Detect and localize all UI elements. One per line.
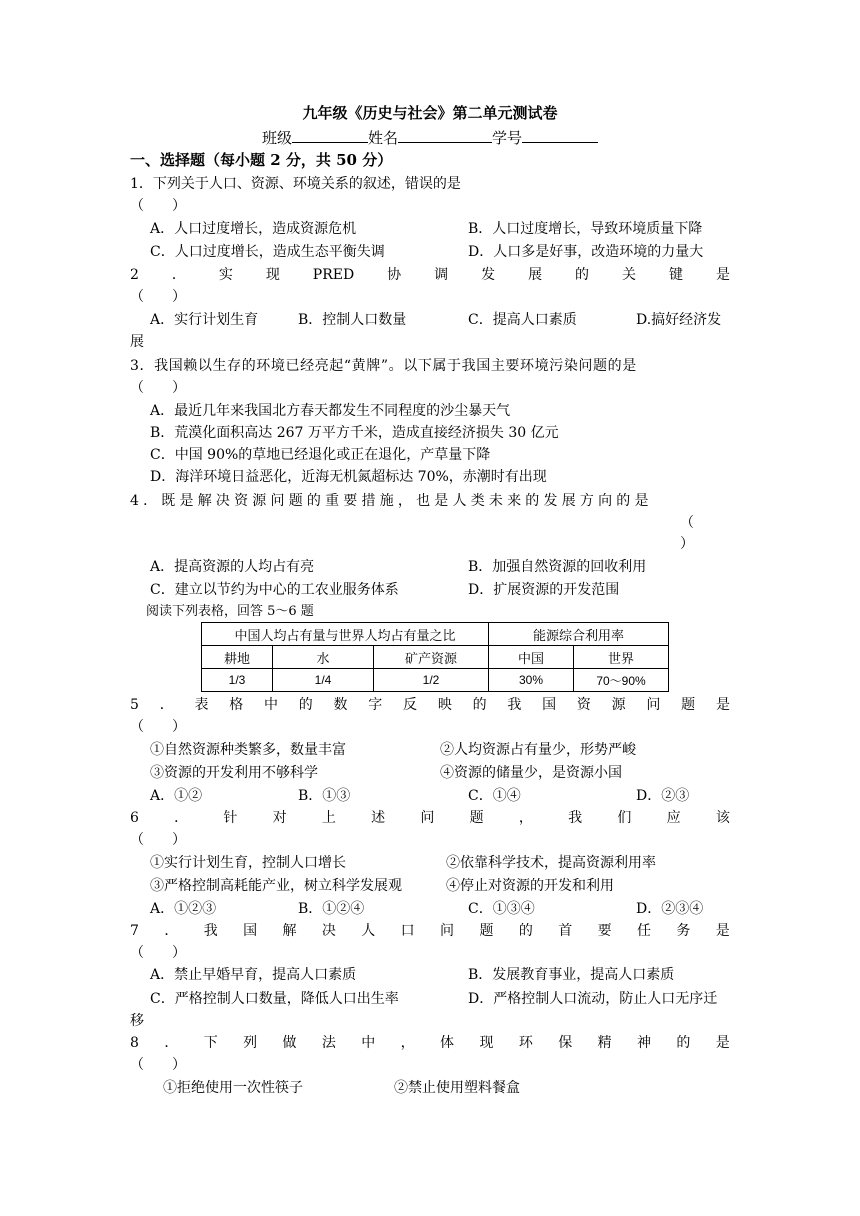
- question-6-option-a: A．①②③: [150, 901, 217, 917]
- stem-char: 源: [611, 697, 626, 713]
- stem-char: ，: [400, 1035, 415, 1051]
- question-1-option-c: C．人口过度增长，造成生态平衡失调: [150, 244, 385, 260]
- question-5-statement-3: ③资源的开发利用不够科学: [150, 765, 318, 781]
- stem-char: ．: [164, 923, 179, 939]
- resource-table: [201, 622, 669, 692]
- stem-char: 解: [282, 923, 297, 939]
- question-7-option-d-cont: 移: [130, 1013, 144, 1029]
- stem-char: 调: [434, 267, 449, 283]
- stem-char: 格: [229, 697, 244, 713]
- stem-char: ．: [174, 810, 189, 826]
- table-col-header: 水: [273, 646, 374, 669]
- stem-char: 列: [243, 1035, 258, 1051]
- stem-char: 资: [576, 697, 591, 713]
- question-2-option-d-cont: 展: [130, 334, 144, 350]
- stem-char: ．: [171, 267, 186, 283]
- question-3-stem: 3．我国赖以生存的环境已经亮起“黄牌”。以下属于我国主要环境污染问题的是: [130, 358, 637, 374]
- stem-char: 我: [568, 810, 583, 826]
- table-cell: 1/4: [273, 669, 374, 692]
- question-2-option-b: B．控制人口数量: [298, 312, 407, 328]
- question-2-option-a: A．实行计划生育: [150, 312, 259, 328]
- stem-char: 是: [715, 697, 730, 713]
- stem-char: 人: [361, 923, 376, 939]
- stem-char: 题: [479, 923, 494, 939]
- stem-char: 2: [130, 267, 139, 283]
- stem-char: 我: [203, 923, 218, 939]
- stem-char: 保: [558, 1035, 573, 1051]
- question-1-option-b: B．人口过度增长，导致环境质量下降: [468, 221, 703, 237]
- stem-char: 下: [203, 1035, 218, 1051]
- stem-char: 问: [420, 810, 435, 826]
- question-3-option-b: B．荒漠化面积高达 267 万平方千米，造成直接经济损失 30 亿元: [150, 425, 559, 441]
- stem-char: 关: [622, 267, 637, 283]
- question-5-option-c: C．①④: [468, 788, 521, 804]
- question-5-option-a: A．①②: [150, 788, 203, 804]
- stem-char: 反: [403, 697, 418, 713]
- stem-char: 发: [481, 267, 496, 283]
- stem-char: 我: [507, 697, 522, 713]
- question-6-statement-1: ①实行计划生育，控制人口增长: [150, 855, 346, 871]
- stem-char: 是: [715, 267, 730, 283]
- stem-char: 上: [321, 810, 336, 826]
- stem-char: 映: [437, 697, 452, 713]
- id-blank: [522, 128, 598, 143]
- stem-char: 体: [440, 1035, 455, 1051]
- name-label: 姓名: [367, 129, 398, 147]
- question-2-option-c: C．提高人口素质: [468, 312, 577, 328]
- question-3-option-c: C．中国 90%的草地已经退化或正在退化，产草量下降: [150, 447, 491, 463]
- question-5-stem: [130, 696, 730, 714]
- question-5-option-d: D．②③: [636, 788, 690, 804]
- stem-char: 题: [681, 697, 696, 713]
- question-5-statement-1: ①自然资源种类繁多，数量丰富: [150, 742, 346, 758]
- class-blank: [292, 128, 368, 143]
- stem-char: 表: [194, 697, 209, 713]
- table-cell: 1/3: [202, 669, 273, 692]
- stem-char: ，: [518, 810, 533, 826]
- question-4-option-a: A．提高资源的人均占有亮: [150, 559, 315, 575]
- question-4-option-c: C．建立以节约为中心的工农业服务体系: [150, 582, 399, 598]
- question-5-paren: （ ）: [130, 719, 186, 735]
- stem-char: 协: [387, 267, 402, 283]
- stem-char: 针: [223, 810, 238, 826]
- stem-char: 展: [528, 267, 543, 283]
- stem-char: 字: [368, 697, 383, 713]
- stem-char: 述: [371, 810, 386, 826]
- question-3-paren: （ ）: [130, 380, 186, 396]
- table-group-header: 中国人均占有量与世界人均占有量之比: [202, 623, 489, 646]
- stem-char: PRED: [312, 267, 355, 283]
- stem-char: 国: [542, 697, 557, 713]
- question-6-option-d: D．②③④: [636, 901, 704, 917]
- question-7-option-a: A．禁止早婚早育，提高人口素质: [150, 967, 357, 983]
- question-5-option-b: B．①③: [298, 788, 351, 804]
- stem-char: 首: [558, 923, 573, 939]
- stem-char: 实: [218, 267, 233, 283]
- question-4-option-b: B．加强自然资源的回收利用: [468, 559, 647, 575]
- table-intro: 阅读下列表格，回答 5～6 题: [146, 604, 314, 619]
- stem-char: 做: [282, 1035, 297, 1051]
- stem-char: 神: [637, 1035, 651, 1051]
- stem-char: 现: [479, 1035, 494, 1051]
- page-title: 九年级《历史与社会》第二单元测试卷: [302, 104, 558, 122]
- stem-char: 是: [715, 1035, 730, 1051]
- question-8-statement-1: ①拒绝使用一次性筷子: [163, 1080, 303, 1096]
- question-5-statement-4: ④资源的储量少，是资源小国: [440, 765, 622, 781]
- student-info-line: [0, 128, 860, 147]
- stem-char: 法: [321, 1035, 336, 1051]
- stem-char: 的: [298, 697, 313, 713]
- question-2-paren: （ ）: [130, 289, 186, 305]
- question-3-option-a: A．最近几年来我国北方春天都发生不同程度的沙尘暴天气: [150, 403, 511, 419]
- stem-char: 中: [263, 697, 278, 713]
- question-4-paren-open: （: [680, 515, 694, 531]
- id-label: 学号: [492, 129, 523, 147]
- stem-char: ．: [159, 697, 174, 713]
- table-col-header: 中国: [489, 646, 574, 669]
- table-cell: 70～90%: [574, 669, 669, 692]
- stem-char: 问: [646, 697, 661, 713]
- stem-char: 环: [518, 1035, 533, 1051]
- question-6-statement-4: ④停止对资源的开发和利用: [446, 878, 614, 894]
- stem-char: 应: [666, 810, 681, 826]
- stem-char: 们: [617, 810, 632, 826]
- question-7-option-b: B．发展教育事业，提高人口素质: [468, 967, 675, 983]
- question-4-option-d: D．扩展资源的开发范围: [468, 582, 620, 598]
- stem-char: 的: [676, 1035, 691, 1051]
- question-1-option-a: A．人口过度增长，造成资源危机: [150, 221, 357, 237]
- question-6-statement-3: ③严格控制高耗能产业，树立科学发展观: [150, 878, 402, 894]
- stem-char: 的: [472, 697, 487, 713]
- question-1-option-d: D．人口多是好事，改造环境的力量大: [468, 244, 704, 260]
- question-3-option-d: D．海洋环境日益恶化，近海无机氮超标达 70%，赤潮时有出现: [150, 469, 547, 485]
- question-8-paren: （ ）: [130, 1057, 186, 1073]
- stem-char: 6: [130, 810, 139, 826]
- question-6-stem: [130, 809, 730, 827]
- class-label: 班级: [261, 129, 292, 147]
- table-col-header: 耕地: [202, 646, 273, 669]
- stem-char: 键: [668, 267, 683, 283]
- stem-char: 问: [440, 923, 455, 939]
- question-7-option-d: D．严格控制人口流动，防止人口无序迁: [468, 991, 718, 1007]
- question-6-option-b: B．①②④: [298, 901, 365, 917]
- question-8-statement-2: ②禁止使用塑料餐盒: [394, 1080, 520, 1096]
- stem-char: 对: [272, 810, 287, 826]
- stem-char: 7: [130, 923, 139, 939]
- question-2-option-d: D.搞好经济发: [636, 312, 722, 328]
- stem-char: 口: [400, 923, 415, 939]
- table-col-header: 矿产资源: [374, 646, 489, 669]
- table-cell: 30%: [489, 669, 574, 692]
- stem-char: 中: [361, 1035, 376, 1051]
- stem-char: 务: [676, 923, 691, 939]
- table-group-header: 能源综合利用率: [489, 623, 669, 646]
- name-blank: [398, 128, 492, 143]
- question-8-stem: [130, 1034, 730, 1052]
- stem-char: 现: [265, 267, 280, 283]
- question-6-option-c: C．①③④: [468, 901, 535, 917]
- stem-char: 是: [715, 923, 730, 939]
- stem-char: 的: [575, 267, 590, 283]
- stem-char: 数: [333, 697, 348, 713]
- question-7-stem: [130, 922, 730, 940]
- question-6-paren: （ ）: [130, 832, 186, 848]
- table-cell: 1/2: [374, 669, 489, 692]
- stem-char: 5: [130, 697, 139, 713]
- stem-char: 任: [637, 923, 651, 939]
- question-7-option-c: C．严格控制人口数量，降低人口出生率: [150, 991, 399, 1007]
- stem-char: 精: [597, 1035, 612, 1051]
- stem-char: 要: [597, 923, 612, 939]
- question-6-statement-2: ②依靠科学技术，提高资源利用率: [446, 855, 656, 871]
- stem-char: 题: [469, 810, 484, 826]
- section-heading: 一、选择题（每小题 2 分，共 50 分）: [130, 151, 393, 169]
- question-4-paren-close: ）: [680, 536, 694, 552]
- question-2-stem: [130, 266, 730, 284]
- question-1-paren: （ ）: [130, 198, 186, 214]
- question-4-stem: 4．既是解决资源问题的重要措施，也是人类未来的发展方向的是: [130, 493, 653, 509]
- stem-char: 该: [715, 810, 730, 826]
- stem-char: 国: [243, 923, 258, 939]
- question-1-stem: 1．下列关于人口、资源、环境关系的叙述，错误的是: [130, 176, 461, 192]
- stem-char: ．: [164, 1035, 179, 1051]
- question-5-statement-2: ②人均资源占有量少，形势严峻: [440, 742, 636, 758]
- table-col-header: 世界: [574, 646, 669, 669]
- stem-char: 的: [518, 923, 533, 939]
- question-7-paren: （ ）: [130, 945, 186, 961]
- stem-char: 8: [130, 1035, 139, 1051]
- stem-char: 决: [321, 923, 336, 939]
